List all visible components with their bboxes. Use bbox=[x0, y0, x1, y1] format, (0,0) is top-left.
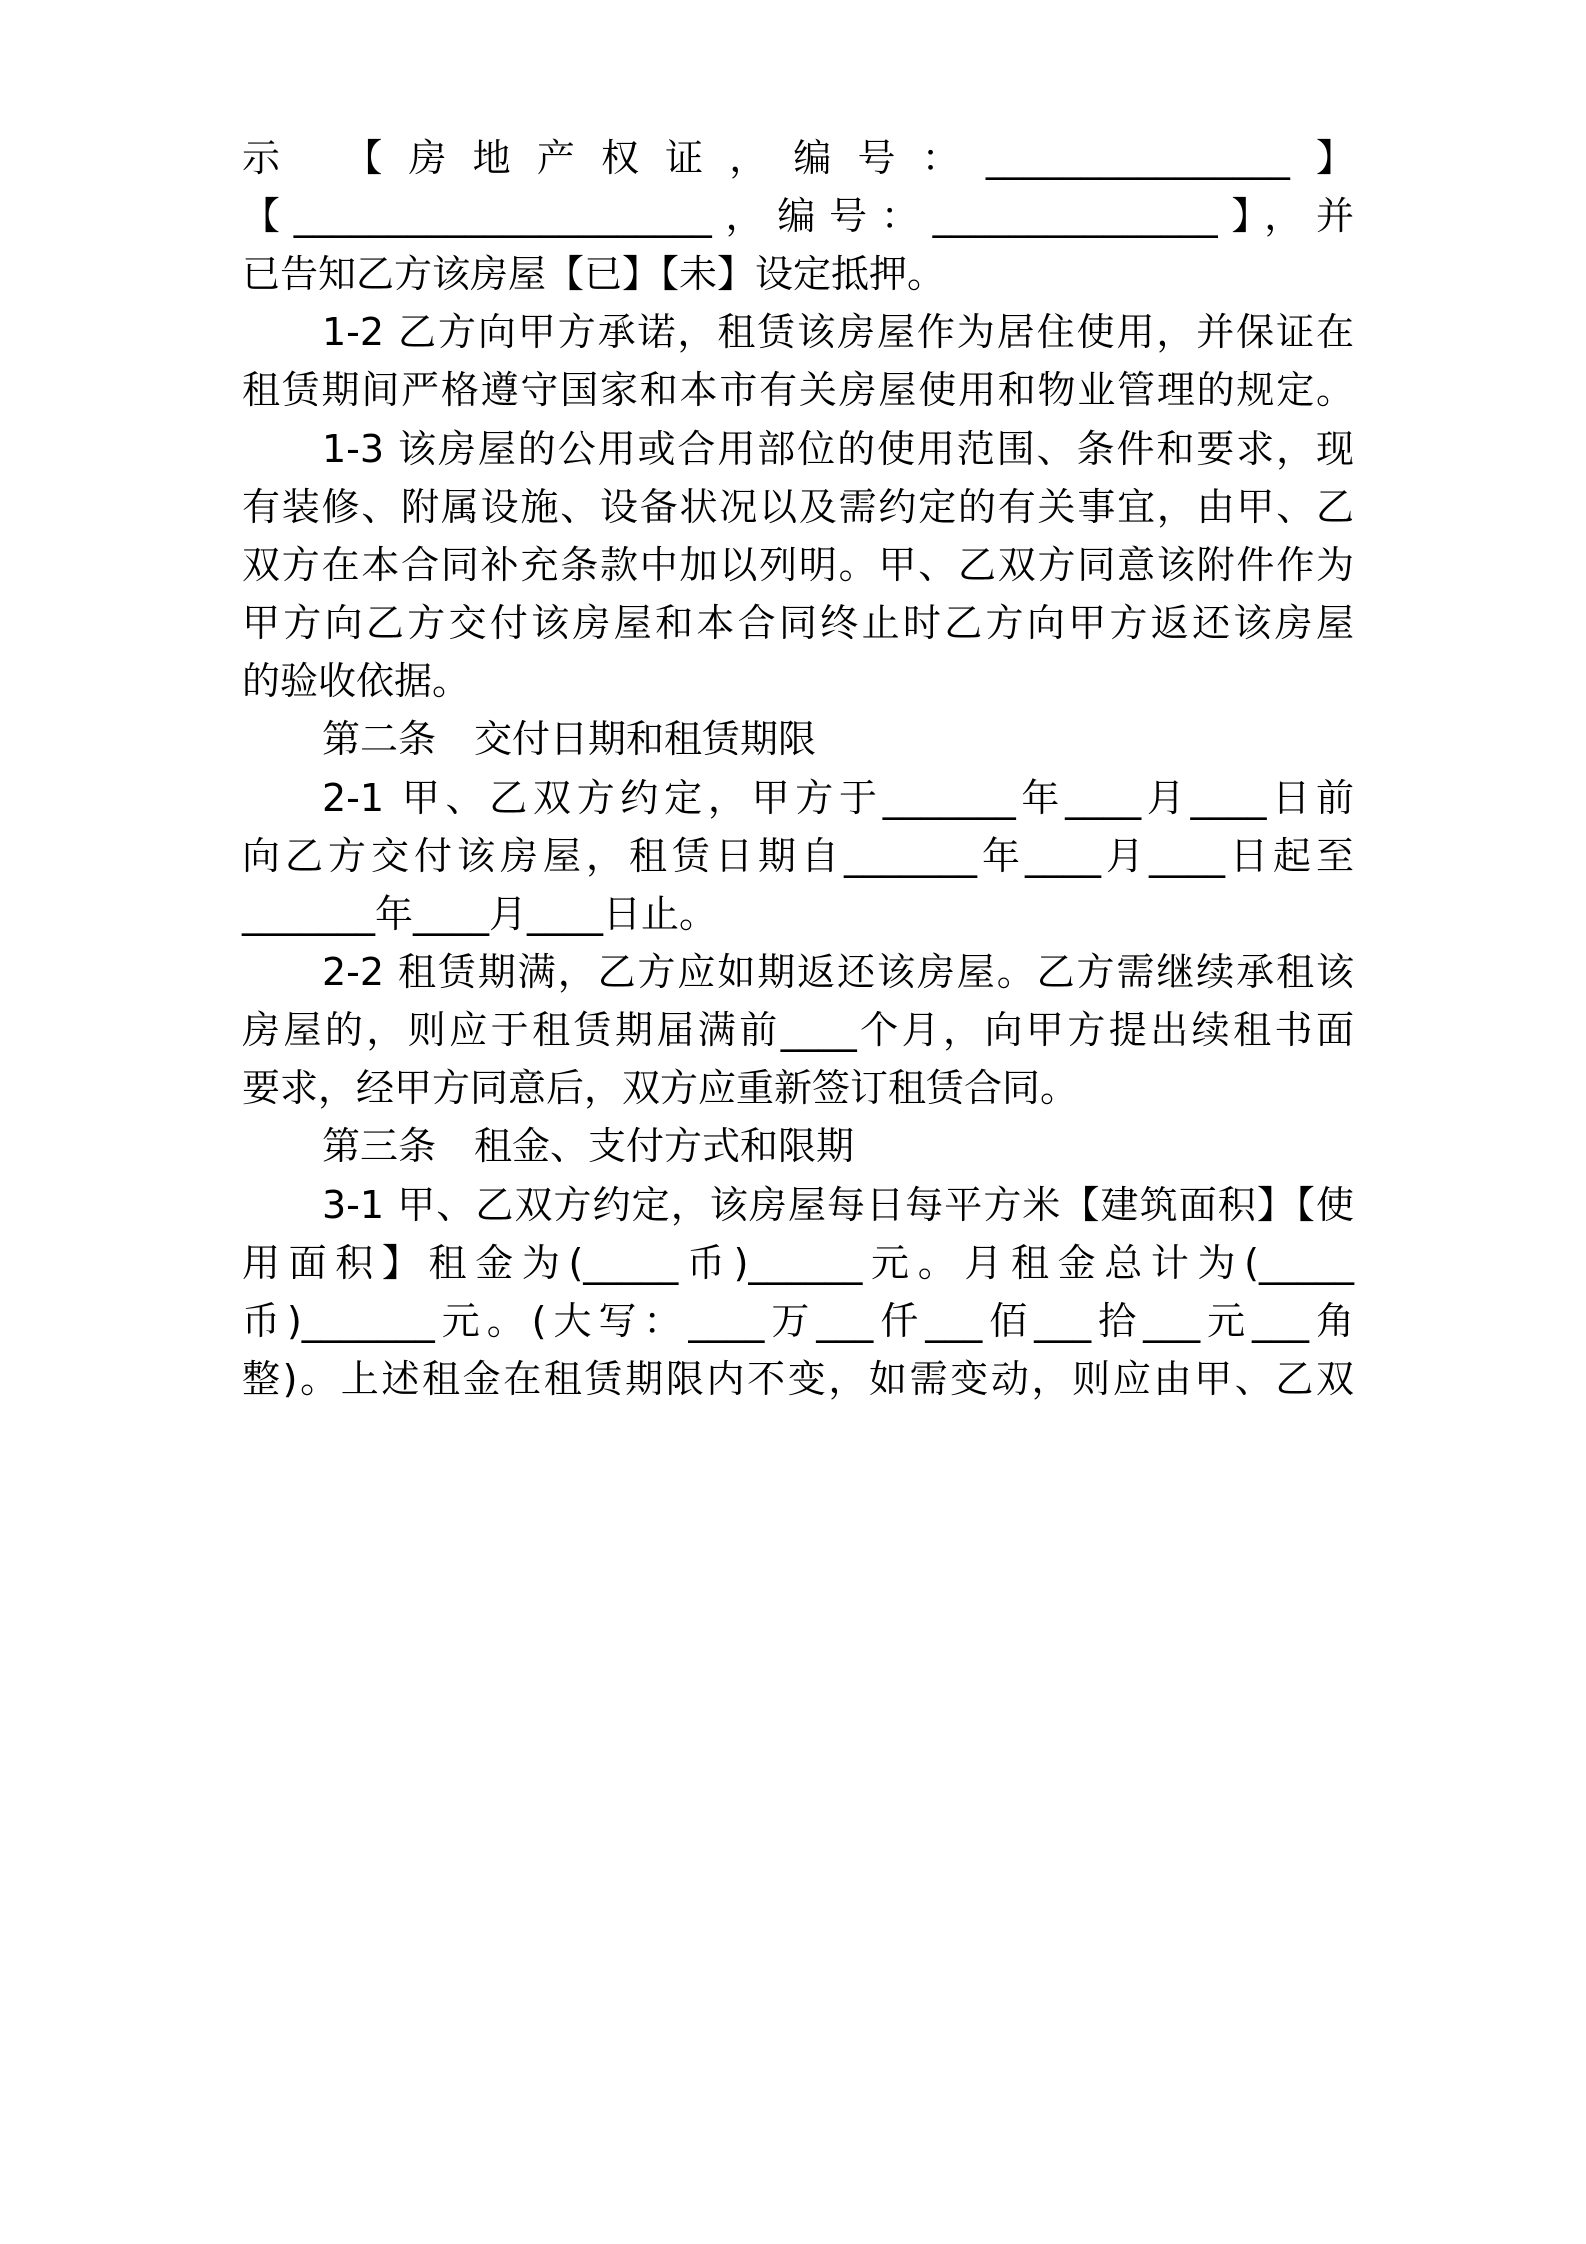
clause-3-1-line-3: 币)_______元。(大写：____万___仟___佰___拾___元___角 bbox=[242, 1299, 1354, 1343]
clause-1-3-line-1: 1-3 该房屋的公用或合用部位的使用范围、条件和要求，现 bbox=[322, 427, 1354, 471]
section-heading-3: 第三条 租金、支付方式和限期 bbox=[322, 1124, 855, 1168]
clause-1-2-line-2: 租赁期间严格遵守国家和本市有关房屋使用和物业管理的规定。 bbox=[242, 368, 1354, 412]
clause-1-3-line-5: 的验收依据。 bbox=[242, 659, 471, 703]
clause-1-2-line-1: 1-2 乙方向甲方承诺，租赁该房屋作为居住使用，并保证在 bbox=[322, 310, 1354, 354]
section-heading-2: 第二条 交付日期和租赁期限 bbox=[322, 717, 817, 761]
text-line-3: 已告知乙方该房屋【已】【未】设定抵押。 bbox=[242, 252, 946, 296]
clause-2-2-line-3: 要求，经甲方同意后，双方应重新签订租赁合同。 bbox=[242, 1066, 1079, 1110]
clause-3-1-line-1: 3-1 甲、乙双方约定，该房屋每日每平方米【建筑面积】【使 bbox=[322, 1183, 1354, 1227]
clause-3-1-line-2: 用面积】租金为(_____币)______元。月租金总计为(_____ bbox=[242, 1241, 1354, 1285]
text-line-1: 示 【房地产权证，编号：________________】 bbox=[242, 136, 1354, 180]
clause-2-2-line-1: 2-2 租赁期满，乙方应如期返还该房屋。乙方需继续承租该 bbox=[322, 950, 1354, 994]
clause-3-1-line-4: 整)。上述租金在租赁期限内不变，如需变动，则应由甲、乙双 bbox=[242, 1357, 1354, 1401]
text-line-2: 【______________________，编号：_______________】，并 bbox=[242, 194, 1354, 238]
clause-1-3-line-4: 甲方向乙方交付该房屋和本合同终止时乙方向甲方返还该房屋 bbox=[242, 601, 1354, 645]
clause-2-2-line-2: 房屋的，则应于租赁期届满前____个月，向甲方提出续租书面 bbox=[242, 1008, 1354, 1052]
clause-1-3-line-2: 有装修、附属设施、设备状况以及需约定的有关事宜，由甲、乙 bbox=[242, 485, 1354, 529]
clause-1-3-line-3: 双方在本合同补充条款中加以列明。甲、乙双方同意该附件作为 bbox=[242, 543, 1354, 587]
clause-2-1-line-1: 2-1 甲、乙双方约定，甲方于_______年____月____日前 bbox=[322, 776, 1354, 820]
clause-2-1-line-3: _______年____月____日止。 bbox=[242, 892, 718, 936]
clause-2-1-line-2: 向乙方交付该房屋，租赁日期自_______年____月____日起至 bbox=[242, 834, 1354, 878]
